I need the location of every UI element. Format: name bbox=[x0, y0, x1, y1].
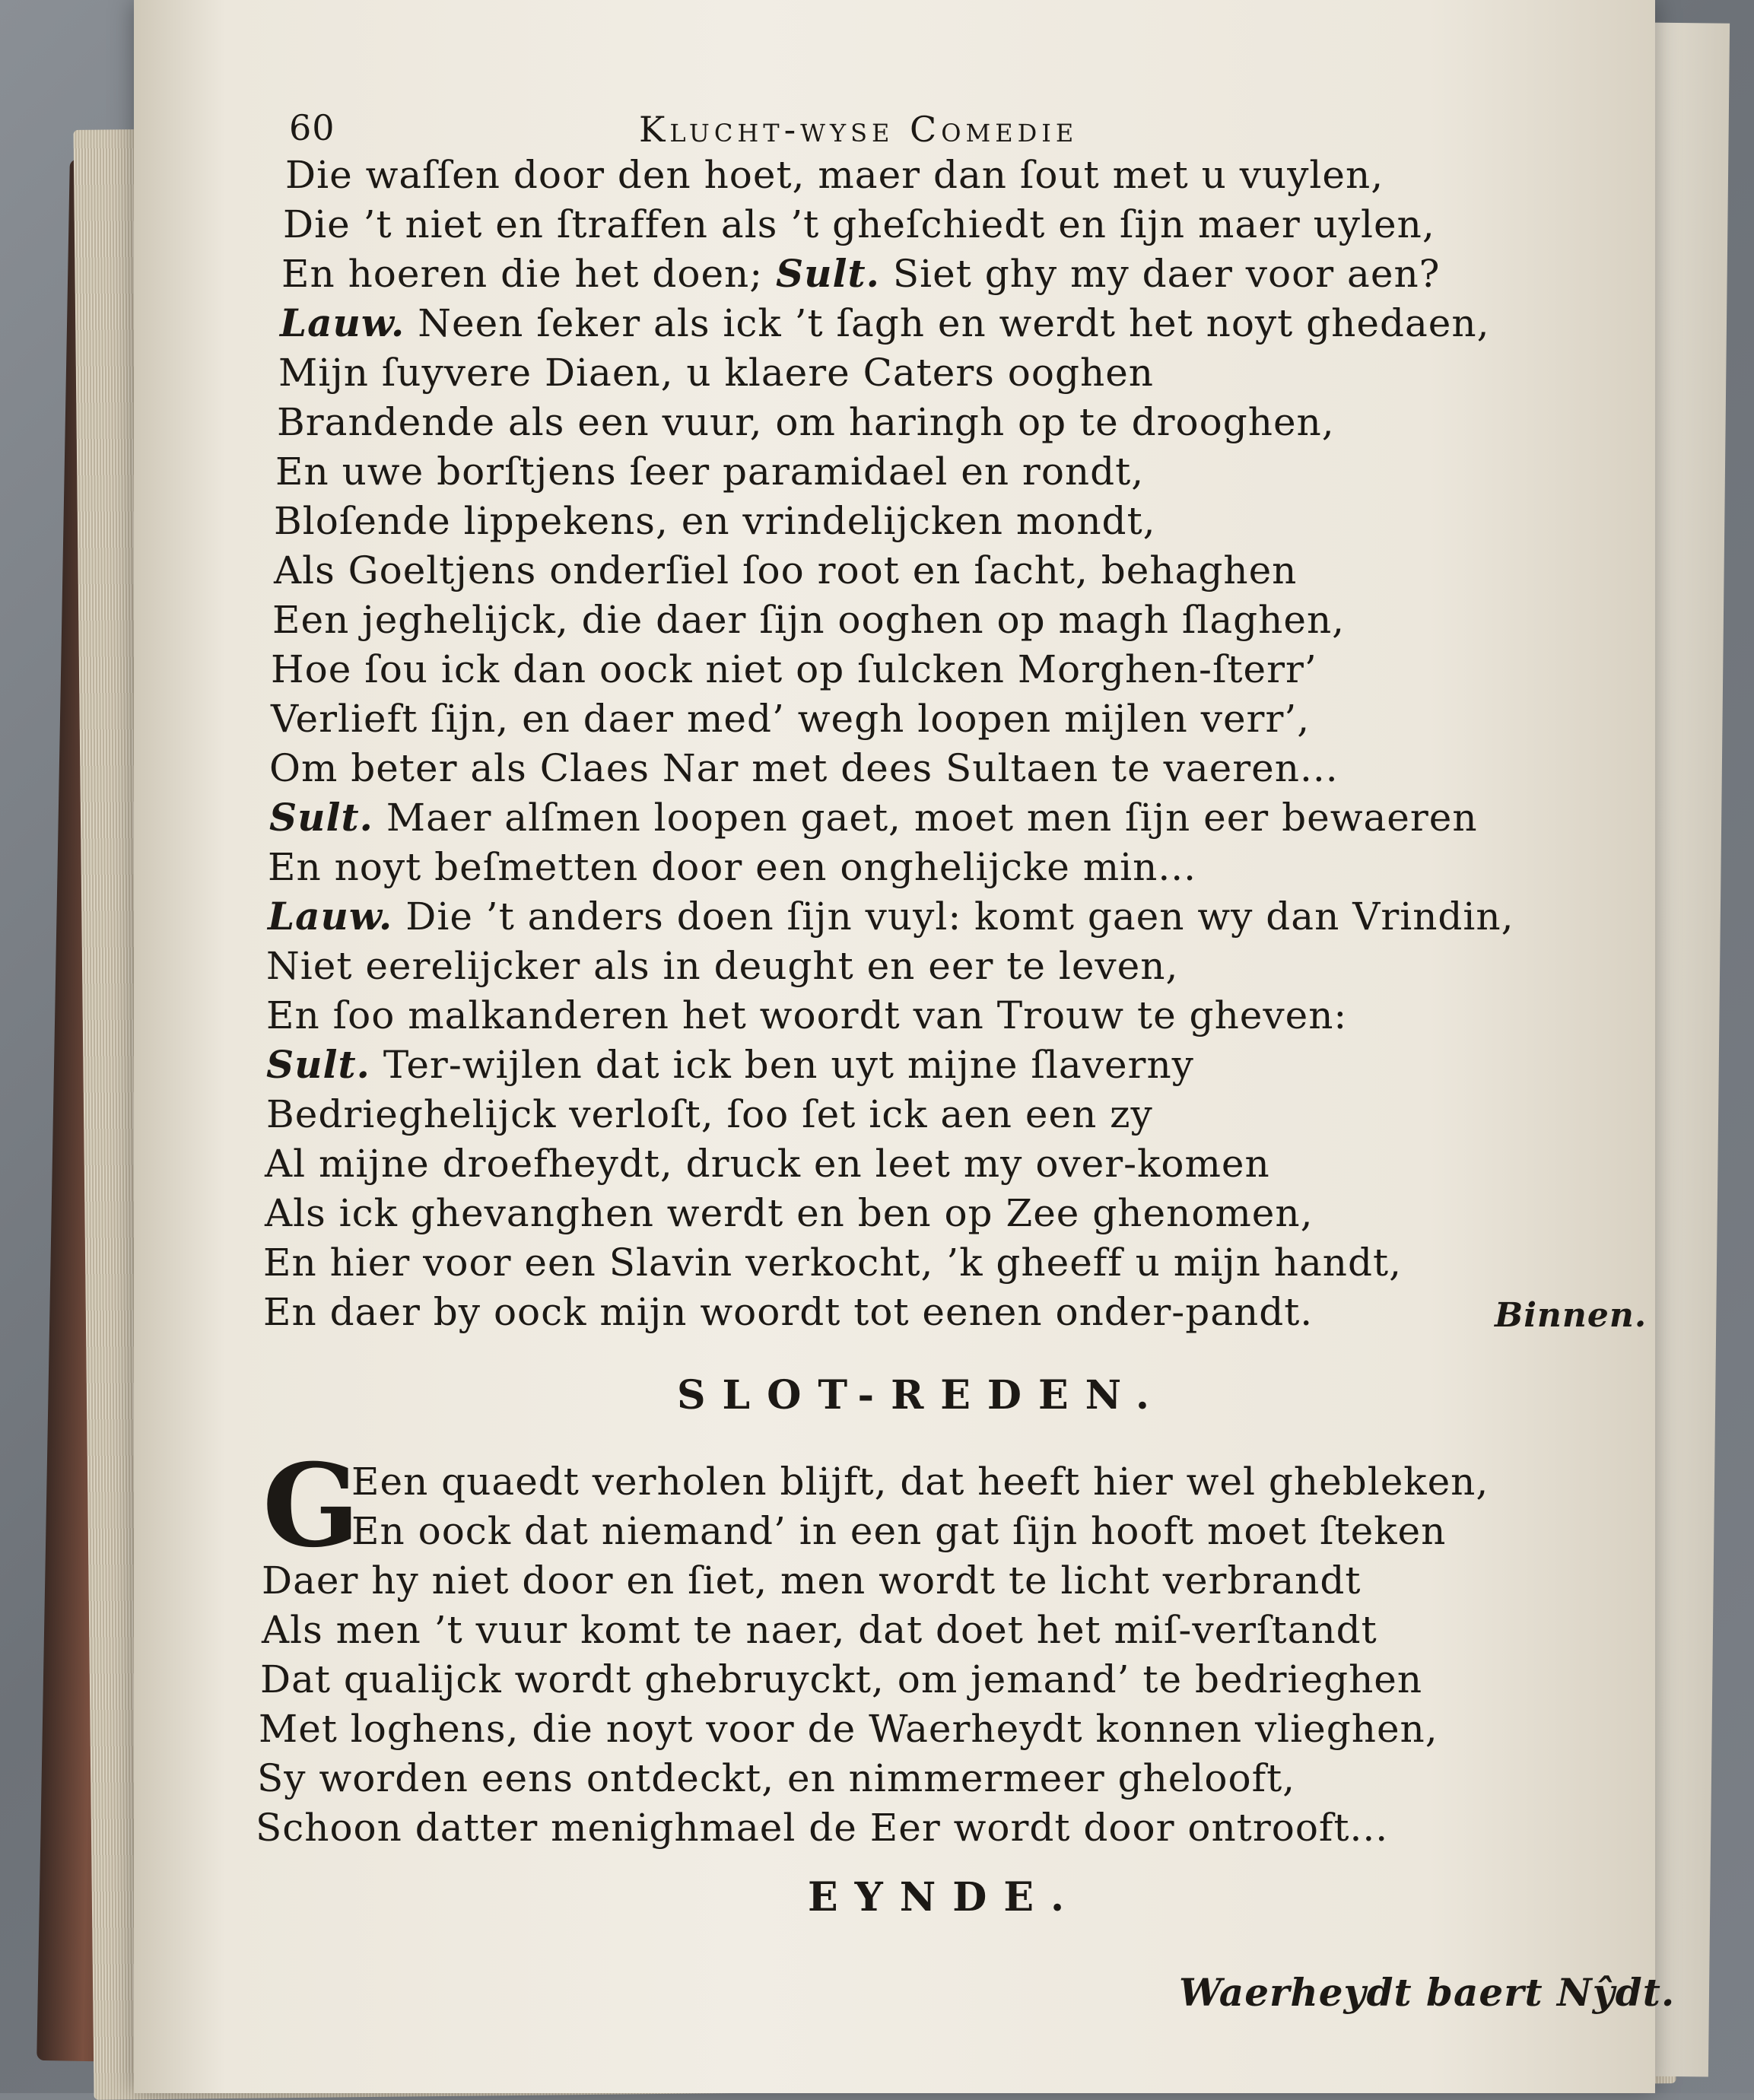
epilogue-line: Schoon datter menighmael de Eer wordt door ontrooft... bbox=[256, 1806, 1389, 1850]
verse-line: Bloſende lippekens, en vrindelijcken mondt, bbox=[274, 499, 1156, 543]
verse-line bbox=[281, 251, 1440, 297]
stage-direction: Binnen. bbox=[1495, 1296, 1648, 1335]
speaker-label: Lauw. bbox=[280, 300, 405, 345]
verse-line: En ſoo malkanderen het woordt van Trouw te gheven: bbox=[266, 993, 1348, 1037]
drop-cap: G bbox=[262, 1439, 361, 1573]
verse-line: Niet eerelijcker als in deught en eer te leven, bbox=[266, 944, 1179, 988]
epilogue-line: Dat qualijck wordt ghebruyckt, om jemand’ te bedrieghen bbox=[260, 1657, 1423, 1701]
verse-line bbox=[266, 1042, 1194, 1088]
epilogue-line: Met loghens, die noyt voor de Waerheydt konnen vlieghen, bbox=[259, 1707, 1438, 1751]
verse-text: En hoeren die het doen; bbox=[281, 252, 764, 296]
verse-line bbox=[268, 894, 1514, 939]
motto: Waerheydt baert Nŷdt. bbox=[1179, 1970, 1676, 2015]
epilogue-line: En oock dat niemand’ in een gat ſijn hooft moet ſteken bbox=[351, 1509, 1447, 1553]
epilogue-heading: SLOT-REDEN. bbox=[677, 1372, 1166, 1419]
verse-line: Bedrieghelijck verloſt, ſoo ſet ick aen een zy bbox=[266, 1092, 1153, 1136]
verse-line: En noyt beſmetten door een onghelijcke min... bbox=[268, 845, 1197, 889]
verse-line: Die ’t niet en ſtraffen als ’t gheſchiedt en ſijn maer uylen, bbox=[283, 202, 1435, 246]
verse-text: Die ’t anders doen ſijn vuyl: komt gaen wy dan Vrindin, bbox=[405, 894, 1514, 939]
verse-text: Siet ghy my daer voor aen? bbox=[892, 252, 1441, 296]
verse-line bbox=[280, 300, 1489, 346]
verse-text: Maer alſmen loopen gaet, moet men ſijn eer bewaeren bbox=[386, 796, 1478, 840]
verse-line: Die waſſen door den hoet, maer dan ſout met u vuylen, bbox=[285, 153, 1384, 197]
verse-line: Al mijne droefheydt, druck en leet my over-komen bbox=[265, 1142, 1270, 1186]
verse-line: En hier voor een Slavin verkocht, ’k gheeff u mijn handt, bbox=[263, 1241, 1402, 1285]
epilogue-line: Als men ’t vuur komt te naer, dat doet het miſ-verſtandt bbox=[262, 1608, 1377, 1652]
epilogue-line: Een quaedt verholen blijft, dat heeft hier wel ghebleken, bbox=[351, 1460, 1489, 1504]
epilogue-line: Daer hy niet door en ſiet, men wordt te licht verbrandt bbox=[262, 1558, 1362, 1603]
speaker-label: Sult. bbox=[776, 251, 880, 296]
verse-line: Als Goeltjens onderſiel ſoo root en ſacht, behaghen bbox=[274, 548, 1298, 593]
end-word: EYNDE. bbox=[808, 1874, 1082, 1920]
verse-text: Ter-wijlen dat ick ben uyt mijne ſlaverny bbox=[383, 1043, 1194, 1087]
verse-line bbox=[269, 795, 1478, 840]
verse-line: Als ick ghevanghen werdt en ben op Zee ghenomen, bbox=[265, 1191, 1314, 1235]
page-number: 60 bbox=[289, 107, 335, 148]
verse-line: En uwe borſtjens ſeer paramidael en rondt, bbox=[275, 450, 1145, 494]
verse-line: En daer by oock mijn woordt tot eenen onder-pandt. bbox=[263, 1290, 1314, 1334]
verse-line: Mijn ſuyvere Diaen, u klaere Caters ooghen bbox=[278, 351, 1155, 395]
speaker-label: Lauw. bbox=[268, 894, 393, 939]
verse-line: Brandende als een vuur, om haringh op te drooghen, bbox=[277, 400, 1335, 444]
speaker-label: Sult. bbox=[266, 1042, 370, 1087]
speaker-label: Sult. bbox=[269, 795, 373, 840]
verse-text: Neen ſeker als ick ’t ſagh en werdt het noyt ghedaen, bbox=[418, 301, 1490, 345]
running-title: Klucht-wyse Comedie bbox=[639, 109, 1079, 150]
epilogue-line: Sy worden eens ontdeckt, en nimmermeer ghelooft, bbox=[257, 1756, 1296, 1800]
verse-line: Hoe ſou ick dan oock niet op ſulcken Morghen-ſterr’ bbox=[271, 647, 1317, 691]
verse-line: Verlieft ſijn, en daer med’ wegh loopen mijlen verr’, bbox=[271, 697, 1311, 741]
verse-line: Om beter als Claes Nar met dees Sultaen te vaeren... bbox=[269, 746, 1339, 790]
verse-line: Een jeghelijck, die daer ſijn ooghen op magh ſlaghen, bbox=[272, 598, 1346, 642]
